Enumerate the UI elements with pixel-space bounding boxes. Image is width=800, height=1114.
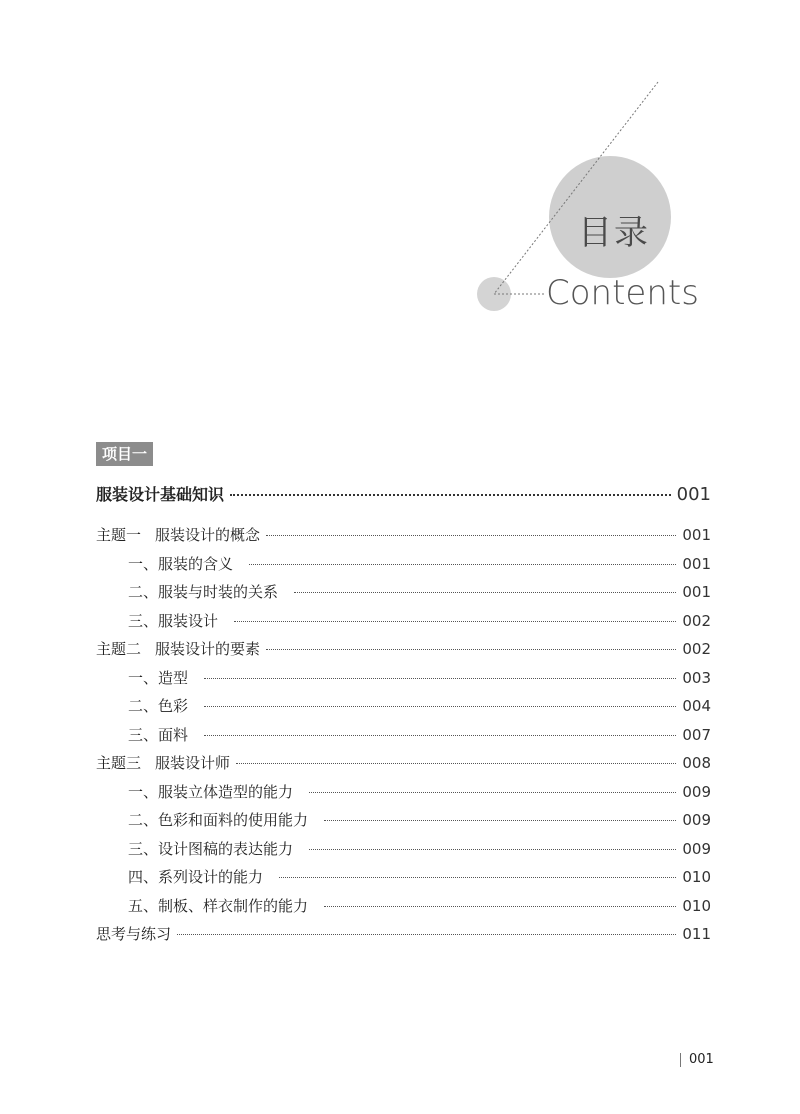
entry-page: 004 <box>682 697 711 715</box>
entry-title: 思考与练习 <box>96 925 172 943</box>
entry-label <box>96 866 263 887</box>
entry-label <box>96 524 260 545</box>
toc-subentry[interactable] <box>96 667 711 688</box>
leader-dots <box>236 763 676 764</box>
leader-dots <box>324 820 676 821</box>
entry-label <box>96 895 308 916</box>
entry-page: 011 <box>682 925 711 943</box>
topic-number: 主题二 <box>96 640 142 658</box>
toc-subentry[interactable] <box>96 695 711 716</box>
chapter-page: 001 <box>676 484 711 505</box>
leader-dots <box>204 735 676 736</box>
entry-title: 服装设计的要素 <box>155 640 261 658</box>
entry-label <box>96 724 188 745</box>
entry-page: 002 <box>682 640 711 658</box>
entry-label <box>96 923 171 944</box>
entry-title: 二、色彩 <box>128 697 189 715</box>
leader-dots <box>204 706 676 707</box>
entry-title: 一、服装的含义 <box>128 554 234 573</box>
toc-subentry[interactable] <box>96 781 711 802</box>
entry-page: 007 <box>682 725 711 744</box>
toc-subentry[interactable] <box>96 553 711 574</box>
entry-page: 003 <box>682 668 711 687</box>
entry-page: 001 <box>682 526 711 544</box>
entry-label <box>96 695 188 716</box>
entry-title: 服装设计师 <box>155 754 231 772</box>
leader-dots <box>279 877 676 878</box>
entry-title: 一、服装立体造型的能力 <box>128 782 294 801</box>
toc-chapter[interactable] <box>96 482 711 505</box>
entry-title: 二、服装与时装的关系 <box>128 583 279 601</box>
leader-dots <box>266 535 676 536</box>
leader-dots <box>230 494 671 496</box>
entry-label <box>96 752 230 773</box>
entry-label <box>96 638 260 659</box>
toc-subentry[interactable] <box>96 724 711 745</box>
leader-dots <box>249 564 676 565</box>
entry-title: 一、造型 <box>128 668 189 687</box>
leader-dots <box>266 649 676 650</box>
contents-title-cn: 目录 <box>578 213 650 253</box>
leader-dots <box>204 678 676 679</box>
leader-dots <box>294 592 676 593</box>
leader-dots <box>309 849 676 850</box>
entry-title: 三、服装设计 <box>128 611 219 630</box>
entry-label <box>96 809 308 830</box>
toc-subentry[interactable] <box>96 809 711 830</box>
entry-page: 001 <box>682 583 711 601</box>
project-label: 项目一 <box>96 442 153 466</box>
leader-dots <box>177 934 676 935</box>
entry-label <box>96 553 233 574</box>
entry-title: 服装设计的概念 <box>155 526 261 544</box>
toc-subentry[interactable] <box>96 610 711 631</box>
toc-topic[interactable] <box>96 524 711 545</box>
entry-page: 008 <box>682 754 711 772</box>
entry-page: 009 <box>682 839 711 858</box>
entry-page: 010 <box>682 868 711 886</box>
entry-label <box>96 781 293 802</box>
leader-dots <box>234 621 676 622</box>
footer-divider <box>680 1053 681 1067</box>
topic-number: 主题三 <box>96 754 142 772</box>
leader-dots <box>324 906 676 907</box>
entry-title: 二、色彩和面料的使用能力 <box>128 811 309 829</box>
topic-number: 主题一 <box>96 526 142 544</box>
entry-title: 四、系列设计的能力 <box>128 868 264 886</box>
footer-page-number: 001 <box>689 1052 714 1067</box>
leader-dots <box>309 792 676 793</box>
chapter-title: 服装设计基础知识 <box>96 485 225 504</box>
entry-label <box>96 838 293 859</box>
entry-page: 001 <box>682 554 711 573</box>
entry-title: 三、面料 <box>128 725 189 744</box>
entry-label <box>96 610 218 631</box>
entry-page: 010 <box>682 896 711 915</box>
toc-topic[interactable] <box>96 638 711 659</box>
entry-title: 五、制板、样衣制作的能力 <box>128 896 309 915</box>
entry-page: 002 <box>682 611 711 630</box>
entry-label <box>96 581 278 602</box>
toc-subentry[interactable] <box>96 581 711 602</box>
entry-page: 009 <box>682 811 711 829</box>
toc-subentry[interactable] <box>96 838 711 859</box>
entry-page: 009 <box>682 782 711 801</box>
entry-label <box>96 667 188 688</box>
contents-title-en: Contents <box>546 273 699 313</box>
toc-topic[interactable] <box>96 923 711 944</box>
entry-title: 三、设计图稿的表达能力 <box>128 839 294 858</box>
toc-subentry[interactable] <box>96 895 711 916</box>
toc-topic[interactable] <box>96 752 711 773</box>
toc-subentry[interactable] <box>96 866 711 887</box>
